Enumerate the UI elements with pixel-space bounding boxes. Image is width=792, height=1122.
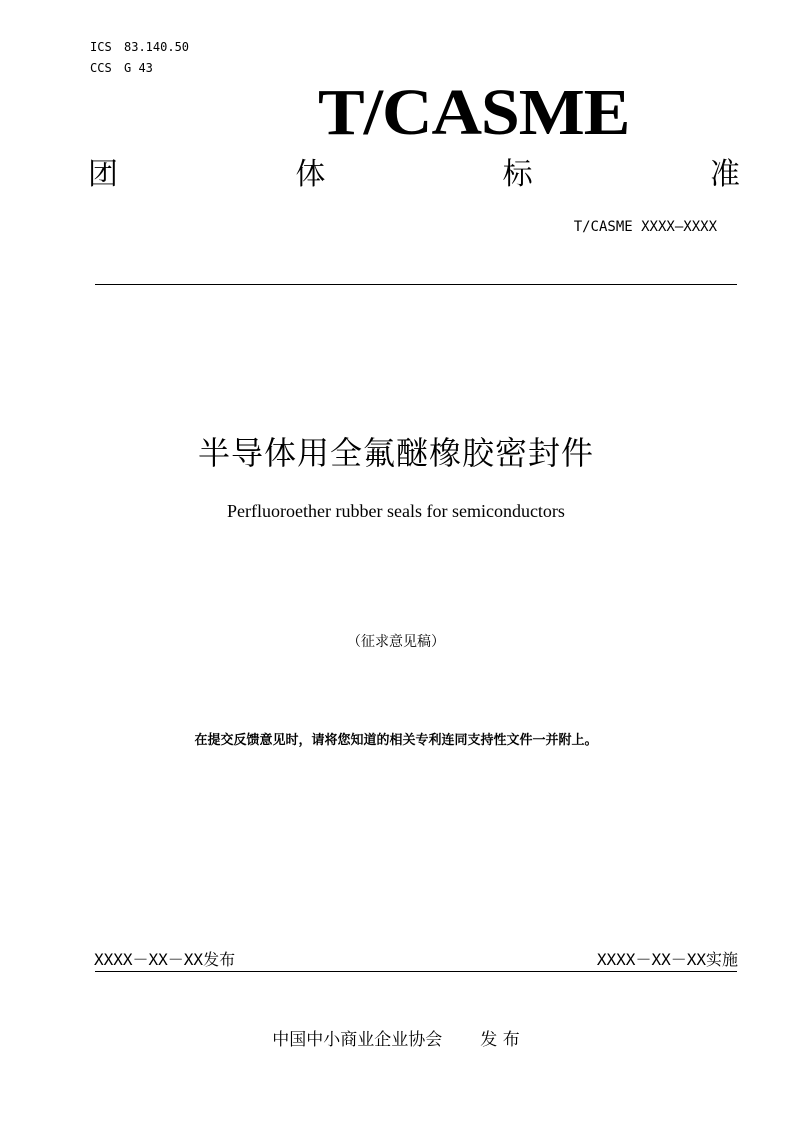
- publisher-line: [0, 1025, 792, 1050]
- ics-value: 83.140.50: [124, 40, 190, 54]
- patent-notice: 在提交反馈意见时，请将您知道的相关专利连同支持性文件一并附上。: [194, 733, 598, 748]
- implementation-date-label: 实施: [705, 950, 738, 969]
- publisher-name: 中国中小商业企业协会: [272, 1030, 443, 1050]
- ccs-code: [90, 61, 153, 75]
- implementation-date: [597, 947, 738, 970]
- document-title-chinese: 半导体用全氟醚橡胶密封件: [197, 434, 594, 472]
- draft-status: （征求意见稿）: [347, 634, 445, 650]
- document-title-english: Perfluoroether rubber seals for semiconductors: [227, 501, 565, 521]
- publisher-action: 发 布: [480, 1030, 520, 1050]
- organization-logo: T/CASME: [318, 76, 630, 149]
- header-divider: [95, 284, 737, 285]
- ics-label: ICS: [90, 40, 112, 54]
- ics-code: [90, 40, 189, 54]
- standard-number: T/CASME XXXX—XXXX: [573, 219, 717, 235]
- category-char-2: 体: [295, 157, 326, 192]
- ccs-value: G 43: [124, 61, 153, 75]
- issue-date-value: XXXX－XX－XX: [94, 950, 204, 969]
- category-char-4: 准: [709, 157, 740, 192]
- footer-divider: [95, 971, 737, 972]
- ccs-label: CCS: [90, 61, 112, 75]
- implementation-date-value: XXXX－XX－XX: [596, 950, 706, 969]
- standard-category: [88, 150, 740, 192]
- issue-date: [94, 947, 235, 970]
- issue-date-label: 发布: [203, 950, 236, 969]
- category-char-1: 团: [88, 157, 118, 192]
- category-char-3: 标: [502, 157, 533, 192]
